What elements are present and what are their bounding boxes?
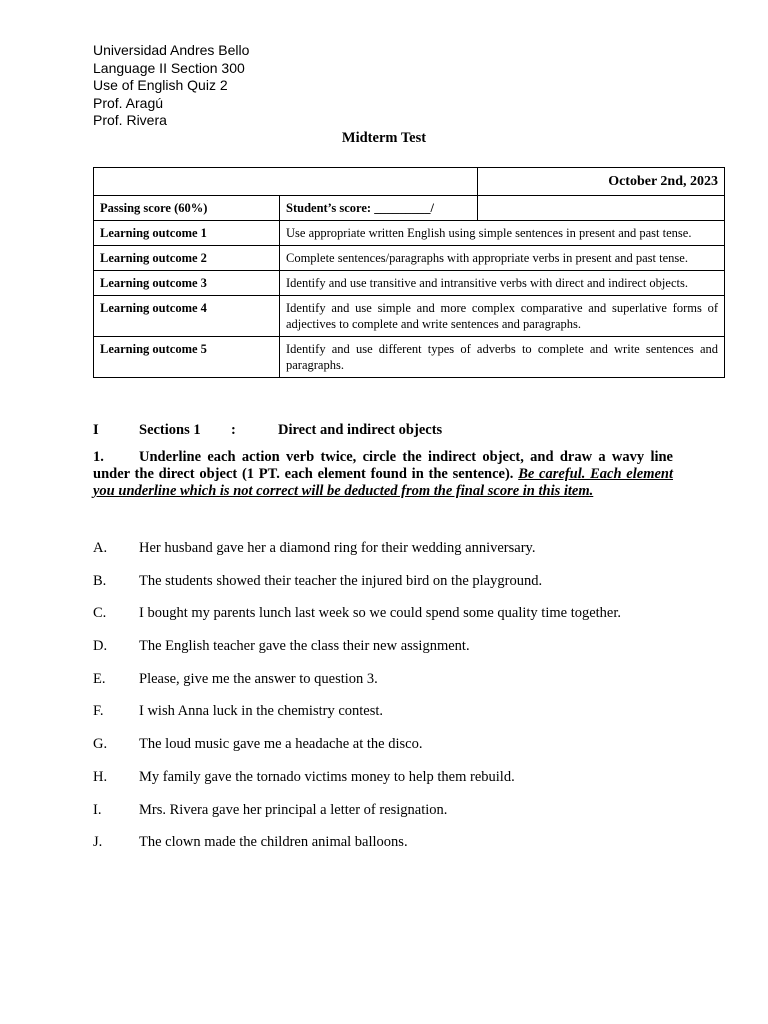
item-sentence: Mrs. Rivera gave her principal a letter of resignation. <box>139 801 448 818</box>
outcome-label: Learning outcome 5 <box>94 337 280 378</box>
item-sentence: My family gave the tornado victims money to help them rebuild. <box>139 768 515 785</box>
item-sentence: Please, give me the answer to question 3. <box>139 670 378 687</box>
page-title: Midterm Test <box>341 130 427 146</box>
header-line: Language II Section 300 <box>93 59 245 76</box>
item-letter: C. <box>93 605 107 622</box>
outcome-description: Complete sentences/paragraphs with appropriate verbs in present and past tense. <box>280 246 725 271</box>
document-header <box>93 42 249 130</box>
table-row <box>94 246 725 271</box>
section-topic: Direct and indirect objects <box>278 422 443 438</box>
outcome-description: Use appropriate written English using simple sentences in present and past tense. <box>280 221 725 246</box>
instruction-text: Underline each action verb twice, circle the indirect object, and draw a wavy line under the direct object (1 PT. each element found in the sentence). <box>93 449 673 482</box>
section-colon: : <box>231 422 236 438</box>
header-line: Prof. Aragú <box>93 94 164 111</box>
instruction-number: 1. <box>93 449 104 465</box>
header-line: Universidad Andres Bello <box>93 42 250 58</box>
passing-score-label: Passing score (60%) <box>94 196 280 221</box>
table-row <box>94 271 725 296</box>
outcome-label: Learning outcome 2 <box>94 246 280 271</box>
outcome-label: Learning outcome 4 <box>94 296 280 337</box>
table-row <box>94 337 725 378</box>
instruction-paragraph <box>93 449 673 500</box>
table-cell-empty <box>478 196 725 221</box>
outcome-description: Identify and use transitive and intransitive verbs with direct and indirect objects. <box>280 271 725 296</box>
outcome-description: Identify and use different types of adverbs to complete and write sentences and paragraphs. <box>280 337 725 378</box>
item-letter: B. <box>93 572 107 589</box>
item-sentence: Her husband gave her a diamond ring for their wedding anniversary. <box>139 540 536 556</box>
item-sentence: The loud music gave me a headache at the disco. <box>139 736 423 753</box>
item-letter: G. <box>93 736 108 753</box>
header-line: Use of English Quiz 2 <box>93 77 228 94</box>
item-letter: D. <box>93 638 108 655</box>
instruction-warning: Be careful. Each element you underline which is not correct will be deducted from the final score in this item. <box>93 466 674 499</box>
students-score-field: Student’s score: _________/ <box>280 196 478 221</box>
outcome-description: Identify and use simple and more complex comparative and superlative forms of adjectives to complete and write sentences and paragraphs. <box>280 296 725 337</box>
item-sentence: The English teacher gave the class their new assignment. <box>139 638 470 655</box>
item-letter: F. <box>93 703 104 720</box>
table-row <box>94 196 725 221</box>
info-table <box>93 167 725 378</box>
table-row <box>94 221 725 246</box>
table-cell-empty <box>94 168 478 196</box>
item-sentence: The clown made the children animal balloons. <box>139 834 408 851</box>
section-numeral: I <box>93 422 99 438</box>
item-sentence: I bought my parents lunch last week so we could spend some quality time together. <box>139 605 622 622</box>
header-line: Prof. Rivera <box>93 112 167 129</box>
item-letter: E. <box>93 670 106 687</box>
item-sentence: I wish Anna luck in the chemistry contest. <box>139 703 384 720</box>
item-letter: I. <box>93 801 102 818</box>
item-letter: H. <box>93 768 108 785</box>
item-letter: A. <box>93 540 108 556</box>
outcome-label: Learning outcome 1 <box>94 221 280 246</box>
item-letter: J. <box>93 834 103 851</box>
item-sentence: The students showed their teacher the injured bird on the playground. <box>139 572 543 589</box>
table-row <box>94 168 725 196</box>
date-cell: October 2nd, 2023 <box>478 168 725 196</box>
section-name: Sections 1 <box>139 422 201 438</box>
outcome-label: Learning outcome 3 <box>94 271 280 296</box>
table-row <box>94 296 725 337</box>
